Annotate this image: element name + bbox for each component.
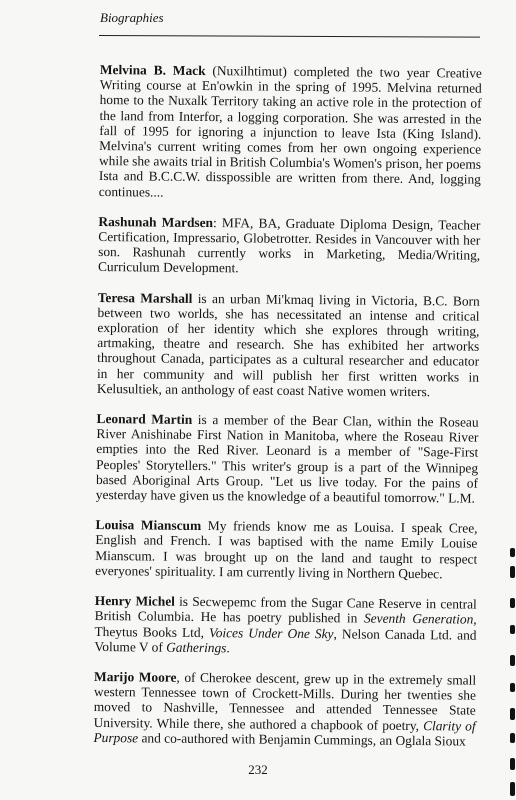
book-title: Voices Under One Sky <box>208 624 334 641</box>
bio-text: is an urban Mi'kmaq living in Victoria, B.C. Born between two worlds, she has necessitated an intense and critical exploration of her identity which she explores through writing, artmaking, theatre and research. She has exhibited her artworks throughout Canada, participates as a cultural researcher and educator in her community and will publish her first written works in Kelusultiek, an anthology of east coast Native women writers. <box>96 290 480 400</box>
bio-text: , of Cherokee descent, grew up in the extremely small western Tennessee town of Crockett-Mills. During her twenties she moved to Nashville, Tennessee and attended Tennessee State University. While there, she authored a chapbook of poetry, <box>93 669 477 733</box>
page-number: 232 <box>248 762 268 777</box>
binding-mark <box>510 566 515 578</box>
bio-text: My friends know me as Louisa. I speak Cree, English and French. I was baptised with the name Emily Louise Mianscum. I was brought up on the land and taught to respect everyones' spirituality. I am currently living in Northern Quebec. <box>95 518 478 582</box>
biographies-text <box>93 62 482 764</box>
bio-name: Louisa Mianscum <box>95 517 202 534</box>
bio-text: , Theytus Books Ltd, <box>94 611 477 640</box>
binding-mark <box>510 708 515 720</box>
bio-melvina-mack <box>99 62 482 202</box>
running-head: Biographies <box>100 10 164 25</box>
bio-name: Marijo Moore <box>94 668 177 685</box>
bio-text: . <box>226 639 230 655</box>
bio-text: is a member of the Bear Clan, within the Roseau River Anishinabe First Nation in Manitoba, where the Roseau River empties into the Red River. Leonard is a member of "Sage-First Peoples' Storytellers." This writer's group is a part of the Winnipeg based Aboriginal Arts Group. "Let us live today. For the pains of yesterday have given us the knowledge of a beautiful tomorrow." L.M. <box>95 411 479 506</box>
bio-text: , Nelson Canada Ltd. and Volume V of <box>94 625 477 655</box>
bio-name: Rashunah Mardsen <box>98 213 214 230</box>
bio-text: (Nuxilhtimut) completed the two year Creative Writing course at En'owkin in the spring of 1995. Melvina returned home to the Nuxalk Territory taking an active role in the protection of the land from Interfor, a logging corporation. She was arrested in the fall of 1995 for ignoring a injunction to leave Ista (King Island). Melvina's current writing comes from her own ongoing experience while she awaits trial in British Columbia's Women's prison, her poems Ista and B.C.C.W. disspossible are written from there. And, logging continues.... <box>98 63 482 200</box>
bio-text: is Secwepemc from the Sugar Cane Reserve in central British Columbia. He has poetry published in <box>94 593 477 626</box>
header-rule <box>99 35 480 38</box>
bio-name: Henry Michel <box>94 593 175 609</box>
binding-mark <box>510 782 515 796</box>
bio-text: and co-authored with Benjamin Cummings, an Oglala Sioux <box>138 730 466 749</box>
bio-leonard-martin <box>96 411 479 506</box>
binding-mark <box>510 625 515 634</box>
bio-teresa-marshall <box>97 290 480 400</box>
bio-marijo-moore <box>93 669 476 749</box>
bio-name: Melvina B. Mack <box>99 62 206 79</box>
book-title: Clarity of Purpose <box>93 717 476 746</box>
bio-name: Leonard Martin <box>96 411 193 427</box>
book-title: Seventh Generation <box>363 610 474 627</box>
bio-name: Teresa Marshall <box>97 289 193 306</box>
binding-mark <box>510 733 515 743</box>
bio-text: : MFA, BA, Graduate Diploma Design, Teacher Certification, Impressario, Globetrotter. Resides in Vancouver with her son. Rashunah currently works in Marketing, Media/Writing, Curriculum Development. <box>97 214 481 276</box>
scan-edge-marks <box>508 0 516 800</box>
binding-mark <box>510 598 515 608</box>
binding-mark <box>510 683 515 692</box>
bio-henry-michel <box>94 593 477 657</box>
bio-louisa-mianscum <box>95 517 478 581</box>
binding-mark <box>510 655 515 666</box>
book-title: Gatherings <box>166 639 227 655</box>
binding-mark <box>510 758 515 770</box>
bio-rashunah-mardsen <box>98 214 481 278</box>
binding-mark <box>510 548 515 557</box>
